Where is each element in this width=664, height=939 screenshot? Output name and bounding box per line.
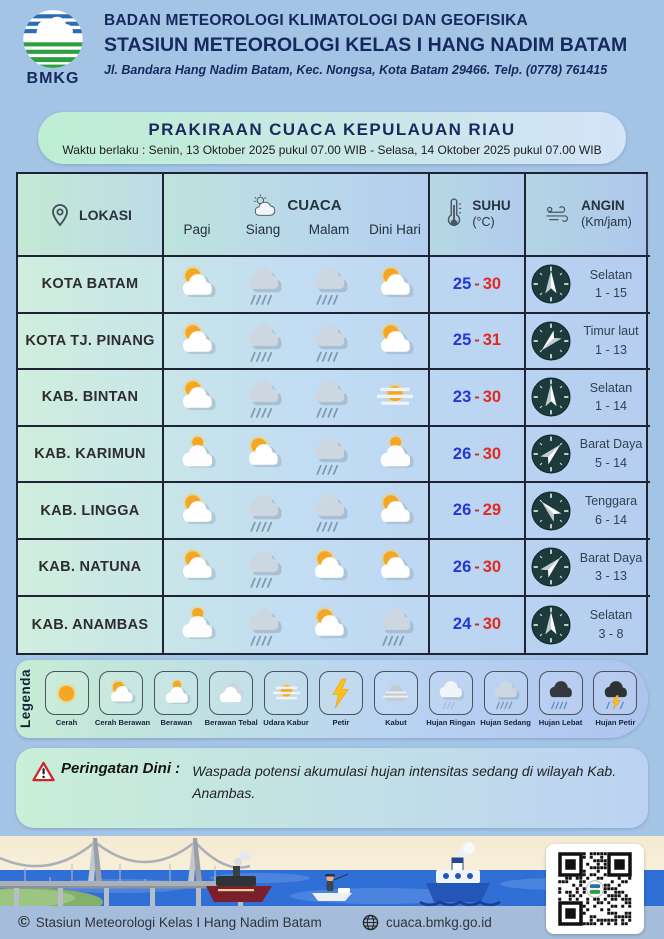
warning-label: Peringatan Dini : xyxy=(61,760,181,777)
row-location: KAB. KARIMUN xyxy=(18,427,164,484)
cerah-berawan-icon xyxy=(173,489,221,533)
row-weather-icons xyxy=(164,257,430,314)
cerah-berawan-icon xyxy=(105,677,138,710)
temp-max: 29 xyxy=(482,501,502,520)
wind-direction: Selatan xyxy=(589,608,633,623)
legend-item-label: Kabut xyxy=(385,718,407,727)
title-banner xyxy=(38,112,626,164)
row-temperature: 25 - 30 xyxy=(430,257,526,314)
hujan-sedang-icon xyxy=(305,489,353,533)
location-pin-icon xyxy=(48,203,72,227)
period-label-2: Malam xyxy=(308,221,350,237)
row-weather-icons xyxy=(164,483,430,540)
hujan-sedang-icon xyxy=(305,319,353,363)
berawan-tebal-icon xyxy=(215,677,248,710)
legend-item xyxy=(589,671,642,727)
legend-item xyxy=(479,671,532,727)
row-wind xyxy=(526,540,650,597)
row-temperature: 26 - 29 xyxy=(430,483,526,540)
legend-item-label: Petir xyxy=(332,718,350,727)
cerah-berawan-icon xyxy=(173,262,221,306)
website xyxy=(362,914,492,931)
hujan-sedang-icon xyxy=(305,432,353,476)
hujan-sedang-icon xyxy=(239,262,287,306)
hujan-sedang-icon xyxy=(239,375,287,419)
wind-direction: Barat Daya xyxy=(579,437,643,452)
period-label-0: Pagi xyxy=(183,221,211,237)
row-weather-icons xyxy=(164,314,430,371)
row-temperature: 23 - 30 xyxy=(430,370,526,427)
row-location: KAB. BINTAN xyxy=(18,370,164,427)
row-wind xyxy=(526,597,650,654)
copyright-text: Stasiun Meteorologi Kelas I Hang Nadim Batam xyxy=(35,915,322,930)
wind-speed: 3 - 8 xyxy=(598,626,624,641)
legend-item-label: Hujan Lebat xyxy=(538,718,583,727)
temp-min: 23 xyxy=(452,387,472,406)
udara-kabur-icon xyxy=(270,677,303,710)
wind-speed: 3 - 13 xyxy=(595,569,627,584)
legend-item xyxy=(260,671,313,727)
column-header-temp-unit: (°C) xyxy=(472,215,495,230)
cerah-berawan-icon xyxy=(371,489,419,533)
row-temperature: 25 - 31 xyxy=(430,314,526,371)
row-wind xyxy=(526,483,650,540)
warning-triangle-icon xyxy=(32,761,55,782)
row-wind xyxy=(526,427,650,484)
cerah-berawan-icon xyxy=(371,262,419,306)
temp-max: 30 xyxy=(482,557,502,576)
legend-item-label: Berawan xyxy=(160,718,193,727)
row-wind xyxy=(526,257,650,314)
legend-item xyxy=(150,671,203,727)
wind-direction: Barat Daya xyxy=(579,550,643,565)
wind-speed: 1 - 15 xyxy=(595,286,627,301)
temp-min: 26 xyxy=(452,444,472,463)
berawan-icon xyxy=(173,603,221,647)
row-weather-icons xyxy=(164,370,430,427)
copyright-icon: © xyxy=(18,913,30,931)
hujan-sedang-icon xyxy=(239,319,287,363)
wind-speed: 5 - 14 xyxy=(595,456,627,471)
hujan-sedang-icon xyxy=(239,545,287,589)
row-wind xyxy=(526,370,650,427)
wind-direction: Timur laut xyxy=(583,324,639,339)
row-weather-icons xyxy=(164,597,430,654)
column-header-weather xyxy=(164,174,430,257)
cerah-berawan-icon xyxy=(173,319,221,363)
udara-kabur-icon xyxy=(371,375,419,419)
wind-speed: 6 - 14 xyxy=(595,512,627,527)
column-header-temp-label: SUHU xyxy=(472,198,511,214)
station-address: Jl. Bandara Hang Nadim Batam, Kec. Nongsa, Kota Batam 29466. Telp. (0778) 761415 xyxy=(104,63,608,77)
temp-min: 26 xyxy=(452,557,472,576)
legend-item xyxy=(424,671,477,727)
bmkg-logo-text: BMKG xyxy=(26,70,80,87)
wind-direction-compass-icon xyxy=(530,546,572,588)
hujan-sedang-icon xyxy=(489,677,522,710)
column-header-location xyxy=(18,174,164,257)
temp-min: 25 xyxy=(452,274,472,293)
station-name: STASIUN METEOROLOGI KELAS I HANG NADIM BATAM xyxy=(104,34,628,56)
hujan-lebat-icon xyxy=(544,677,577,710)
hujan-sedang-icon xyxy=(305,262,353,306)
cerah-icon xyxy=(50,677,83,710)
wind-direction: Tenggara xyxy=(584,493,638,508)
temp-max: 30 xyxy=(482,387,502,406)
row-wind xyxy=(526,314,650,371)
column-header-wind xyxy=(526,174,650,257)
header xyxy=(14,6,654,88)
berawan-icon xyxy=(371,432,419,476)
row-temperature: 26 - 30 xyxy=(430,540,526,597)
petir-icon xyxy=(324,677,357,710)
early-warning-box xyxy=(16,748,648,828)
warning-text: Waspada potensi akumulasi hujan intensitas sedang di wilayah Kab. Anambas. xyxy=(192,763,617,802)
temp-min: 24 xyxy=(452,615,472,634)
legend-items xyxy=(40,671,642,727)
hujan-sedang-icon xyxy=(239,489,287,533)
column-header-wind-unit: (Km/jam) xyxy=(581,215,632,230)
legend-item xyxy=(314,671,367,727)
cerah-berawan-icon xyxy=(173,545,221,589)
hujan-sedang-icon xyxy=(305,375,353,419)
cerah-berawan-icon xyxy=(371,319,419,363)
wind-direction-compass-icon xyxy=(530,320,572,362)
temp-max: 30 xyxy=(482,444,502,463)
hujan-sedang-icon xyxy=(371,603,419,647)
globe-icon xyxy=(362,914,379,931)
wind-direction: Selatan xyxy=(589,380,633,395)
wind-direction-compass-icon xyxy=(530,604,572,646)
row-weather-icons xyxy=(164,540,430,597)
legend-item xyxy=(534,671,587,727)
qr-code xyxy=(546,844,644,934)
legend-item-label: Cerah Berawan xyxy=(94,718,151,727)
hujan-ringan-icon xyxy=(434,677,467,710)
wind-speed: 1 - 14 xyxy=(595,399,627,414)
temp-max: 30 xyxy=(482,274,502,293)
thermometer-icon xyxy=(443,197,465,233)
qr-pattern xyxy=(551,847,639,931)
cerah-berawan-icon xyxy=(371,545,419,589)
page-title: PRAKIRAAN CUACA KEPULAUAN RIAU xyxy=(148,120,516,139)
cerah-berawan-icon xyxy=(239,432,287,476)
wind-direction-compass-icon xyxy=(530,376,572,418)
wind-direction-compass-icon xyxy=(530,490,572,532)
legend-item-label: Cerah xyxy=(55,718,78,727)
legend-item xyxy=(40,671,93,727)
validity-period: Waktu berlaku : Senin, 13 Oktober 2025 pukul 07.00 WIB - Selasa, 14 Oktober 2025 pukul 07.00 WIB xyxy=(62,143,602,157)
cerah-berawan-icon xyxy=(173,375,221,419)
row-temperature: 26 - 30 xyxy=(430,427,526,484)
column-header-temp xyxy=(430,174,526,257)
hujan-petir-icon xyxy=(599,677,632,710)
website-url: cuaca.bmkg.go.id xyxy=(386,915,492,930)
legend-item xyxy=(94,671,151,727)
temp-min: 25 xyxy=(452,331,472,350)
row-location: KOTA BATAM xyxy=(18,257,164,314)
org-name: BADAN METEOROLOGI KLIMATOLOGI DAN GEOFISIKA xyxy=(104,12,528,29)
hujan-sedang-icon xyxy=(239,603,287,647)
cerah-berawan-icon xyxy=(305,603,353,647)
header-text xyxy=(104,6,627,88)
legend-item-label: Hujan Sedang xyxy=(480,718,531,727)
legend xyxy=(16,660,648,738)
row-location: KAB. NATUNA xyxy=(18,540,164,597)
row-location: KAB. ANAMBAS xyxy=(18,597,164,654)
wind-direction-compass-icon xyxy=(530,263,572,305)
cerah-berawan-icon xyxy=(305,545,353,589)
period-label-1: Siang xyxy=(245,221,281,237)
bmkg-logo-icon xyxy=(20,6,86,72)
legend-item xyxy=(205,671,258,727)
period-label-3: Dini Hari xyxy=(369,221,421,237)
weather-header-icon xyxy=(250,193,280,219)
berawan-icon xyxy=(160,677,193,710)
period-labels xyxy=(164,222,428,237)
bmkg-logo xyxy=(14,6,92,88)
legend-item-label: Hujan Ringan xyxy=(426,718,476,727)
kabut-icon xyxy=(379,677,412,710)
temp-max: 30 xyxy=(482,615,502,634)
wind-direction-compass-icon xyxy=(530,433,572,475)
row-temperature: 24 - 30 xyxy=(430,597,526,654)
temp-min: 26 xyxy=(452,501,472,520)
forecast-table xyxy=(16,172,648,655)
legend-item-label: Hujan Petir xyxy=(595,718,636,727)
row-location: KAB. LINGGA xyxy=(18,483,164,540)
wind-direction: Selatan xyxy=(589,267,633,282)
legend-label: Legenda xyxy=(18,669,33,729)
column-header-wind-label: ANGIN xyxy=(581,198,625,214)
wind-speed: 1 - 13 xyxy=(595,342,627,357)
legend-item-label: Berawan Tebal xyxy=(204,718,258,727)
column-header-weather-label: CUACA xyxy=(287,197,342,214)
row-location: KOTA TJ. PINANG xyxy=(18,314,164,371)
wind-icon xyxy=(544,202,574,228)
row-weather-icons xyxy=(164,427,430,484)
copyright xyxy=(18,914,322,932)
temp-max: 31 xyxy=(482,331,502,350)
legend-item-label: Udara Kabur xyxy=(263,718,309,727)
column-header-location-label: LOKASI xyxy=(79,206,132,223)
legend-item xyxy=(369,671,422,727)
berawan-icon xyxy=(173,432,221,476)
